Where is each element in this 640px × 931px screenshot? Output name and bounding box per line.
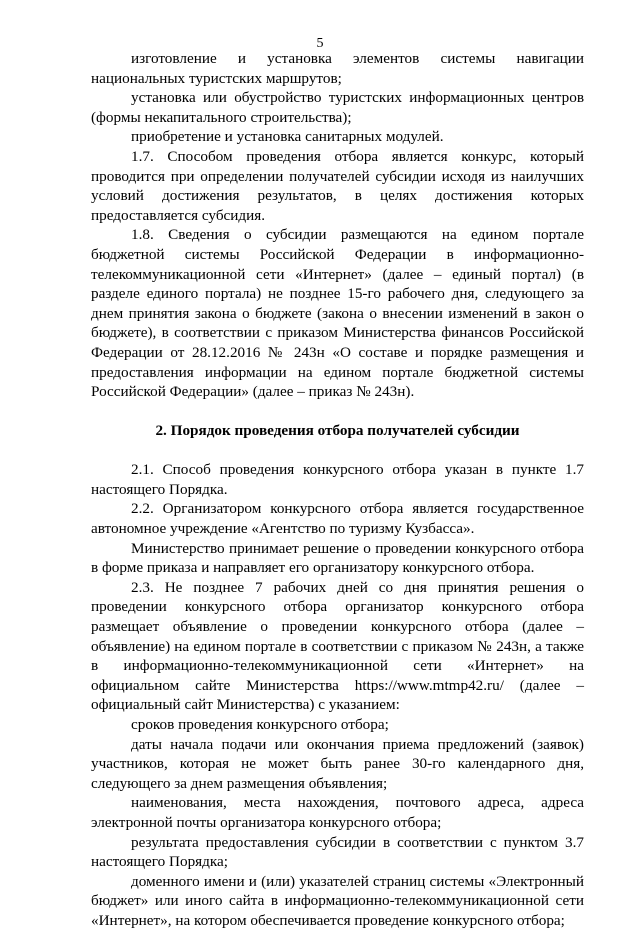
paragraph-1-7: 1.7. Способом проведения отбора является конкурс, который проводится при определении получателей субсидии исходя из наилучших условий достижения результатов, в целях достижения которых предоставляется субсидия. xyxy=(91,147,584,224)
document-body xyxy=(91,49,584,931)
paragraph: Министерство принимает решение о проведении конкурсного отбора в форме приказа и направляет его организатору конкурсного отбора. xyxy=(91,539,584,577)
list-item: наименования, места нахождения, почтового адреса, адреса электронной почты организатора конкурсного отбора; xyxy=(91,794,584,831)
list-item: доменного имени и (или) указателей страниц системы «Электронный бюджет» или иного сайта в информационно-телекоммуникационной сети «Интернет», на котором обеспечивается проведение конкурсного отбора; xyxy=(91,872,584,929)
paragraph: установка или обустройство туристских информационных центров (формы некапитального строительства); xyxy=(91,89,584,126)
section-heading: 2. Порядок проведения отбора получателей субсидии xyxy=(155,421,520,439)
paragraph: приобретение и установка санитарных модулей. xyxy=(131,128,444,146)
paragraph: изготовление и установка элементов системы навигации национальных туристских маршрутов; xyxy=(91,50,584,87)
list-item: сроков проведения конкурсного отбора; xyxy=(131,716,389,733)
paragraph-2-2: 2.2. Организатором конкурсного отбора является государственное автономное учреждение «Агентство по туризму Кузбасса». xyxy=(91,500,584,538)
list-item: даты начала подачи или окончания приема предложений (заявок) участников, которая не может быть ранее 30-го календарного дня, следующего за днем размещения объявления; xyxy=(91,735,584,792)
paragraph-1-8: 1.8. Сведения о субсидии размещаются на едином портале бюджетной системы Российской Федерации в информационно-телекоммуникационной сети «Интернет» (далее – единый портал) (в разделе единого портала) не позднее 15-го рабочего дня, следующего за днем принятия закона о бюджете (закона о внесении изменений в закон о бюджете), в соответствии с приказом Министерства финансов Российской Федерации от 28.12.2016 № 243н «О составе и порядке размещения и предоставления информации на едином портале бюджетной системы Российской Федерации» (далее – приказ № 243н). xyxy=(91,226,584,401)
paragraph-2-1: 2.1. Способ проведения конкурсного отбора указан в пункте 1.7 настоящего Порядка. xyxy=(91,461,584,498)
page-number: 5 xyxy=(316,36,324,51)
list-item: результата предоставления субсидии в соответствии с пунктом 3.7 настоящего Порядка; xyxy=(91,833,584,871)
paragraph-2-3: 2.3. Не позднее 7 рабочих дней со дня принятия решения о проведении конкурсного отбора организатор конкурсного отбора размещает объявление о проведении конкурсного отбора (далее – объявление) на едином портале в соответствии с приказом № 243н, а также в информационно-телекоммуникационной сети «Интернет» на официальном сайте Министерства https://www.mtmp42.ru/ (далее – официальный сайт Министерства) с указанием: xyxy=(91,578,584,714)
